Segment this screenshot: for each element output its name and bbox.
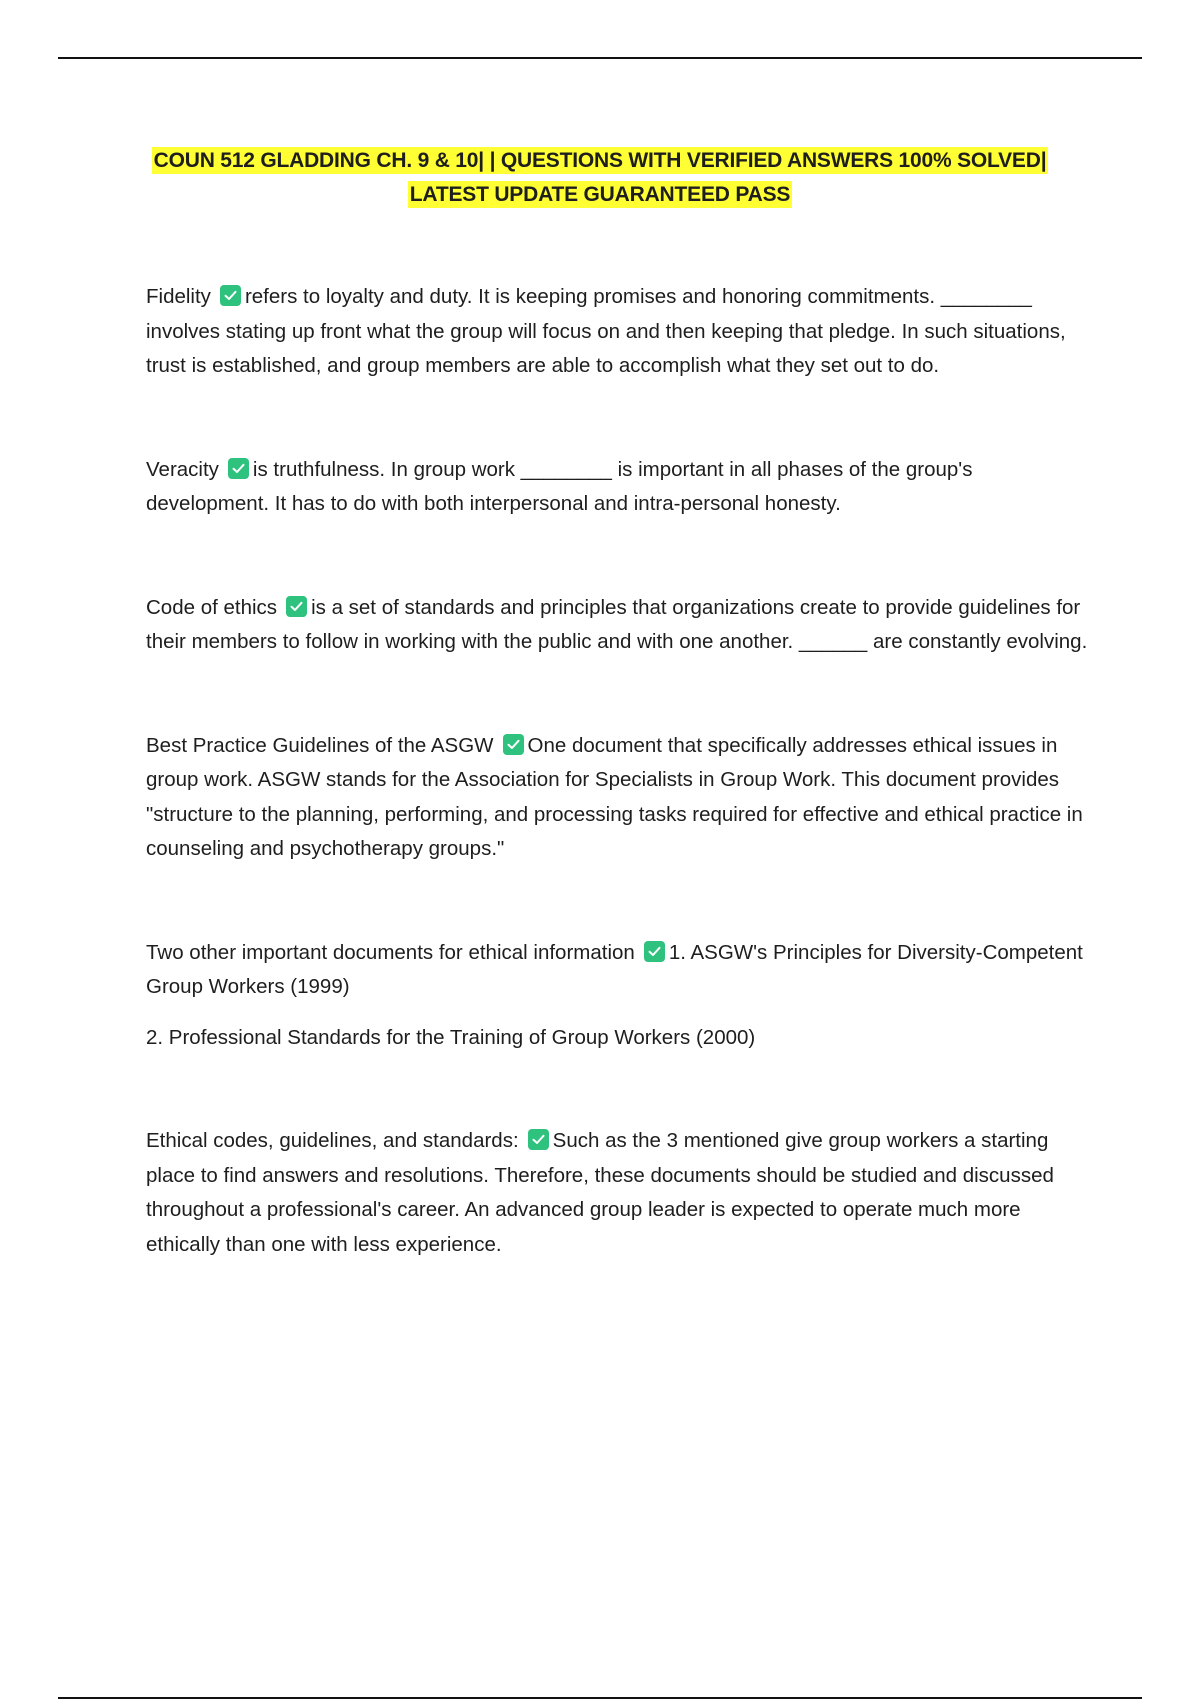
answer-text: One document that specifically addresses ethical issues in group work. ASGW stands for the Association for Specialists in Group Work. This document provides "structure to the planning, performing, and processing tasks required for effective and ethical practice in counseling and psychotherapy groups." (146, 733, 1083, 860)
qa-item-ethical-codes (146, 1124, 1091, 1262)
answer-paragraph-1 (146, 936, 1091, 1005)
question-term: Fidelity (146, 285, 211, 308)
qa-item-veracity (146, 453, 1091, 522)
answer-paragraph-2: 2. Professional Standards for the Training of Group Workers (2000) (146, 1025, 756, 1049)
document-title (0, 144, 1200, 212)
question-term: Veracity (146, 457, 219, 481)
title-line-2: LATEST UPDATE GUARANTEED PASS (409, 183, 791, 206)
check-square-icon (503, 734, 524, 755)
title-line-1: COUN 512 GLADDING CH. 9 & 10| | QUESTIONS WITH VERIFIED ANSWERS 100% SOLVED| (153, 149, 1047, 172)
question-term: Best Practice Guidelines of the ASGW (146, 733, 494, 757)
qa-list (146, 280, 1091, 1262)
answer-text: is a set of standards and principles that organizations create to provide guidelines for their members to follow in working with the public and with one another. ______ are constantly evolving. (146, 595, 1088, 653)
check-square-icon (644, 941, 665, 962)
qa-item-code-of-ethics (146, 591, 1091, 660)
check-square-icon (228, 458, 249, 479)
check-square-icon (220, 285, 241, 306)
qa-item-best-practice-guidelines (146, 729, 1091, 867)
answer-text: Such as the 3 mentioned give group workers a starting place to find answers and resolutions. Therefore, these documents should be studied and discussed throughout a professional's career. An advanced group leader is expected to operate much more ethically than one with less experience. (146, 1129, 1054, 1256)
question-term: Ethical codes, guidelines, and standards: (146, 1129, 519, 1152)
question-term: Code of ethics (146, 595, 278, 619)
check-square-icon (528, 1129, 549, 1150)
qa-item-fidelity (146, 280, 1091, 384)
bottom-rule (58, 1697, 1142, 1699)
question-term: Two other important documents for ethical information (146, 940, 635, 964)
top-rule (58, 57, 1142, 59)
answer-text: refers to loyalty and duty. It is keeping promises and honoring commitments. ________ involves stating up front what the group will focus on and then keeping that pledge. In such situations, trust is established, and group members are able to accomplish what they set out to do. (146, 285, 1066, 377)
check-square-icon (286, 596, 307, 617)
qa-item-other-documents (146, 936, 1091, 1056)
answer-text: is truthfulness. In group work ________ is important in all phases of the group's development. It has to do with both interpersonal and intra-personal honesty. (146, 457, 973, 515)
answer-text: 1. ASGW's Principles for Diversity-Competent Group Workers (1999) (146, 940, 1083, 998)
